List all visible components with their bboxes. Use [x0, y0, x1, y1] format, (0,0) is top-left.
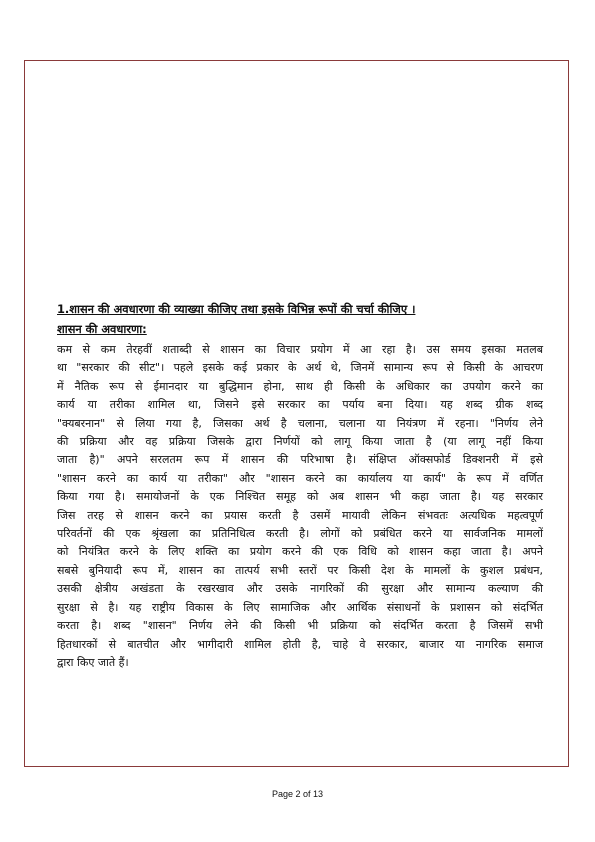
paragraph-line: किया गया है। समायोजनों के एक निश्चित समूह को अब शासन भी कहा जाता है। यह सरकार — [57, 490, 543, 504]
paragraph-line: "क्यबरनान" से लिया गया है, जिसका अर्थ है चलाना, चलाना या नियंत्रण में रहना। "निर्णय लेने — [57, 416, 543, 430]
question-heading: 1.शासन की अवधारणा की व्याख्या कीजिए तथा इसके विभिन्न रूपों की चर्चा कीजिए । — [57, 302, 416, 316]
paragraph-line: हितधारकों से बातचीत और भागीदारी शामिल होती है, चाहे वे सरकार, बाजार या नागरिक समाज — [57, 637, 543, 651]
paragraph-line: सबसे बुनियादी रूप में, शासन का तात्पर्य सभी स्तरों पर किसी देश के मामलों के कुशल प्रबंधन, — [57, 563, 543, 577]
paragraph-line: जिस तरह से शासन करने का प्रयास करती है उसमें मायावी लेकिन संभवतः अत्यधिक महत्वपूर्ण — [57, 508, 543, 522]
paragraph-line: कार्य या तरीका शामिल था, जिसने इसे सरकार का पर्याय बना दिया। यह शब्द ग्रीक शब्द — [57, 398, 543, 412]
document-body — [57, 300, 543, 672]
page-number: Page 2 of 13 — [271, 789, 324, 799]
paragraph-line: परिवर्तनों की एक श्रृंखला का प्रतिनिधित्व करती है। लोगों को प्रबंधित करने या सार्वजनिक मामलों — [57, 527, 543, 541]
paragraph-line: द्वारा किए जाते हैं। — [57, 655, 129, 669]
paragraph-line: को नियंत्रित करने के लिए शक्ति का प्रयोग करने की एक विधि को शासन कहा जाता है। अपने — [57, 545, 543, 559]
paragraph-line: जाता है)" अपने सरलतम रूप में शासन की परिभाषा है। संक्षिप्त ऑक्सफोर्ड डिक्शनरी में इसे — [57, 453, 543, 467]
paragraph-line: में नैतिक रूप से ईमानदार या बुद्धिमान होना, साथ ही किसी के अधिकार का उपयोग करने का — [57, 379, 543, 393]
paragraph-line: उसकी क्षेत्रीय अखंडता के रखरखाव और उसके नागरिकों की सुरक्षा और सामान्य कल्याण की — [57, 582, 543, 596]
paragraph-line: था "सरकार की सीट"। पहले इसके कई प्रकार के अर्थ थे, जिनमें सामान्य रूप से किसी के आचरण — [57, 361, 543, 375]
paragraph-line: सुरक्षा से है। यह राष्ट्रीय विकास के लिए सामाजिक और आर्थिक संसाधनों के प्रशासन को संदर्भित — [57, 600, 543, 614]
section-subheading: शासन की अवधारणा: — [57, 322, 147, 336]
body-paragraph — [57, 341, 543, 672]
paragraph-line: "शासन करने का कार्य या तरीका" और "शासन करने का कार्यालय या कार्य" के रूप में वर्णित — [57, 471, 543, 485]
paragraph-line: कम से कम तेरहवीं शताब्दी से शासन का विचार प्रयोग में आ रहा है। उस समय इसका मतलब — [57, 343, 543, 356]
paragraph-line: करता है। शब्द "शासन" निर्णय लेने की किसी भी प्रक्रिया को संदर्भित करता है जिसमें सभी — [57, 619, 543, 633]
paragraph-line: की प्रक्रिया और वह प्रक्रिया जिसके द्वारा निर्णयों को लागू किया जाता है (या लागू नहीं किया — [57, 435, 543, 449]
